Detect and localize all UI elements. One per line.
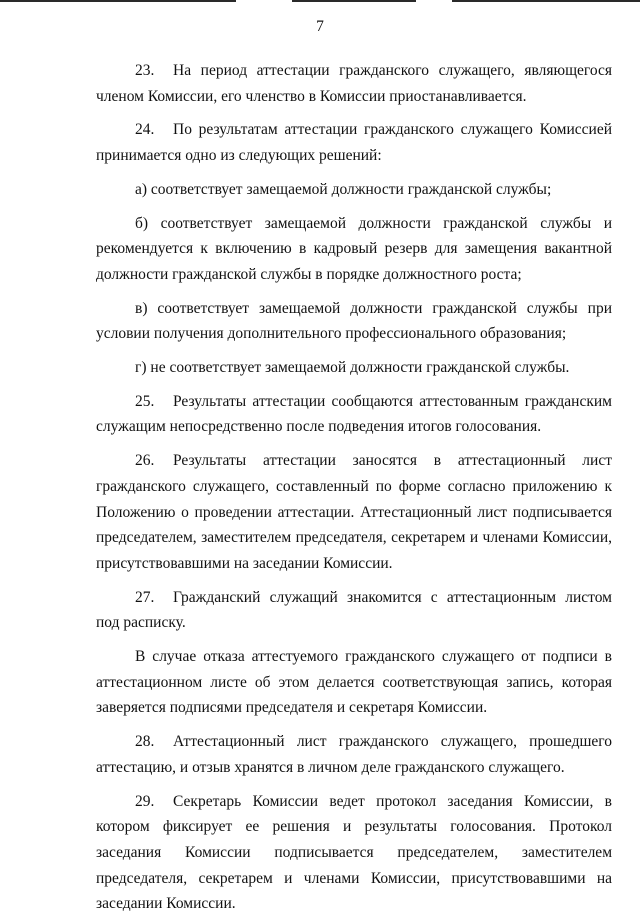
paragraph-text: По результатам аттестации гражданского служащего Комиссией принимается одно из следующих решений: — [96, 121, 612, 165]
paragraph-24 — [96, 117, 612, 168]
paragraph-number: 23. — [135, 62, 155, 79]
paragraph-text: На период аттестации гражданского служащего, являющегося членом Комиссии, его членство в Комиссии приостанавливается. — [96, 62, 612, 105]
paragraph-number: 28. — [135, 733, 155, 751]
decision-option-c: в) соответствует замещаемой должности гражданской службы при условии получения дополнительного профессионального образования; — [96, 299, 612, 343]
paragraph-text: Результаты аттестации заносятся в аттестационный лист гражданского служащего, составленный по форме согласно приложению к Положению о проведении аттестации. Аттестационный лист подписывается председателем, заместителем председателя, секретарем и членами Комиссии, присутствовавшими на заседании Комиссии. — [96, 452, 612, 572]
paragraph-25 — [96, 389, 612, 440]
paragraph-number: 29. — [135, 792, 155, 810]
paragraph-text: Гражданский служащий знакомится с аттестационным листом под расписку. — [96, 588, 612, 632]
decision-option-b: б) соответствует замещаемой должности гражданской службы и рекомендуется к включению в кадровый резерв для замещения вакантной должности гражданской службы в порядке должностного роста; — [96, 214, 612, 283]
decision-option-d: г) не соответствует замещаемой должности гражданской службы. — [135, 359, 570, 377]
paragraph-text: Результаты аттестации сообщаются аттестованным гражданским служащим непосредственно после подведения итогов голосования. — [96, 392, 612, 436]
paragraph-number: 26. — [135, 452, 155, 470]
page-number: 7 — [316, 18, 324, 35]
paragraph-number: 25. — [135, 392, 155, 410]
decision-option-a: а) соответствует замещаемой должности гражданской службы; — [135, 180, 552, 198]
paragraph-27-refusal: В случае отказа аттестуемого гражданского служащего от подписи в аттестационном листе об этом делается соответствующая запись, которая заверяется подписями председателя и секретаря Комиссии. — [96, 648, 612, 717]
paragraph-23 — [96, 58, 612, 109]
paragraph-number: 24. — [135, 121, 155, 139]
paragraph-text: Аттестационный лист гражданского служащего, прошедшего аттестацию, и отзыв хранятся в личном деле гражданского служащего. — [96, 733, 612, 776]
paragraph-28 — [96, 729, 612, 780]
paragraph-26 — [96, 448, 612, 577]
paragraph-text: Секретарь Комиссии ведет протокол заседания Комиссии, в котором фиксирует ее решения и результаты голосования. Протокол заседания Комиссии подписывается председателем, заместителем председателя, секретарем и членами Комиссии, присутствовавшими на заседании Комиссии. — [96, 792, 612, 913]
paragraph-number: 27. — [135, 588, 155, 606]
paragraph-29 — [96, 789, 612, 917]
scan-top-edge — [0, 0, 640, 2]
document-body — [96, 58, 612, 917]
paragraph-27 — [96, 585, 612, 636]
